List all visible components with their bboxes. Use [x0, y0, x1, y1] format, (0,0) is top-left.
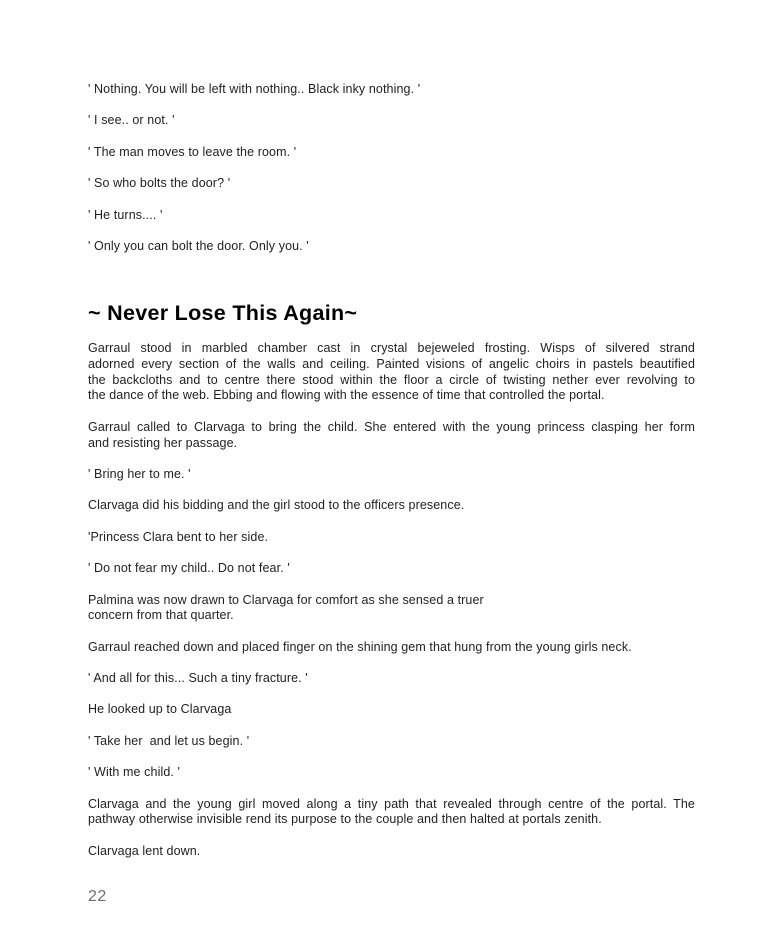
text-line: ' Bring her to me. ' — [88, 466, 191, 481]
paragraph-line: Clarvaga and the young girl moved along a tiny path that revealed through centre of the portal. The — [88, 796, 695, 811]
paragraph — [88, 797, 695, 828]
text-line: He looked up to Clarvaga — [88, 702, 232, 717]
paragraph-line: the backcloths and to centre there stood within the floor a circle of twisting nether ever revolving to — [88, 372, 695, 387]
text-line: ' The man moves to leave the room. ' — [88, 144, 297, 159]
text-line: ' He turns.... ' — [88, 207, 163, 222]
paragraph-line: adorned every section of the walls and ceiling. Painted visions of angelic choirs in pastels beautified — [88, 357, 695, 372]
paragraph-line: Garraul called to Clarvaga to bring the child. She entered with the young princess clasping her form — [88, 419, 695, 434]
page-content — [88, 0, 695, 906]
text-line: ' Only you can bolt the door. Only you. ' — [88, 238, 309, 253]
text-line: ' So who bolts the door? ' — [88, 176, 231, 191]
text-line: Clarvaga lent down. — [88, 843, 201, 858]
paragraph-line: pathway otherwise invisible rend its purpose to the couple and then halted at portals zenith. — [88, 812, 602, 827]
text-line: ' Do not fear my child.. Do not fear. ' — [88, 561, 290, 576]
paragraph-line: Garraul stood in marbled chamber cast in crystal bejeweled frosting. Wisps of silvered strand — [88, 341, 695, 356]
text-line: Garraul reached down and placed finger on the shining gem that hung from the young girls neck. — [88, 639, 632, 654]
paragraph — [88, 593, 695, 624]
text-line: Clarvaga did his bidding and the girl stood to the officers presence. — [88, 498, 465, 513]
section-heading: ~ Never Lose This Again~ — [88, 300, 358, 325]
text-line: ' Take her and let us begin. ' — [88, 733, 250, 748]
paragraph-line: Palmina was now drawn to Clarvaga for comfort as she sensed a truer — [88, 592, 484, 607]
text-line: 'Princess Clara bent to her side. — [88, 529, 269, 544]
paragraph-line: concern from that quarter. — [88, 608, 234, 623]
text-line: ' With me child. ' — [88, 765, 181, 780]
paragraph-line: the dance of the web. Ebbing and flowing with the essence of time that controlled the portal. — [88, 388, 605, 403]
text-line: ' Nothing. You will be left with nothing.. Black inky nothing. ' — [88, 82, 421, 96]
paragraph — [88, 420, 695, 451]
paragraph — [88, 341, 695, 404]
page-number: 22 — [88, 888, 107, 906]
paragraph-line: and resisting her passage. — [88, 435, 238, 450]
text-line: ' And all for this... Such a tiny fracture. ' — [88, 670, 308, 685]
text-line: ' I see.. or not. ' — [88, 113, 175, 128]
